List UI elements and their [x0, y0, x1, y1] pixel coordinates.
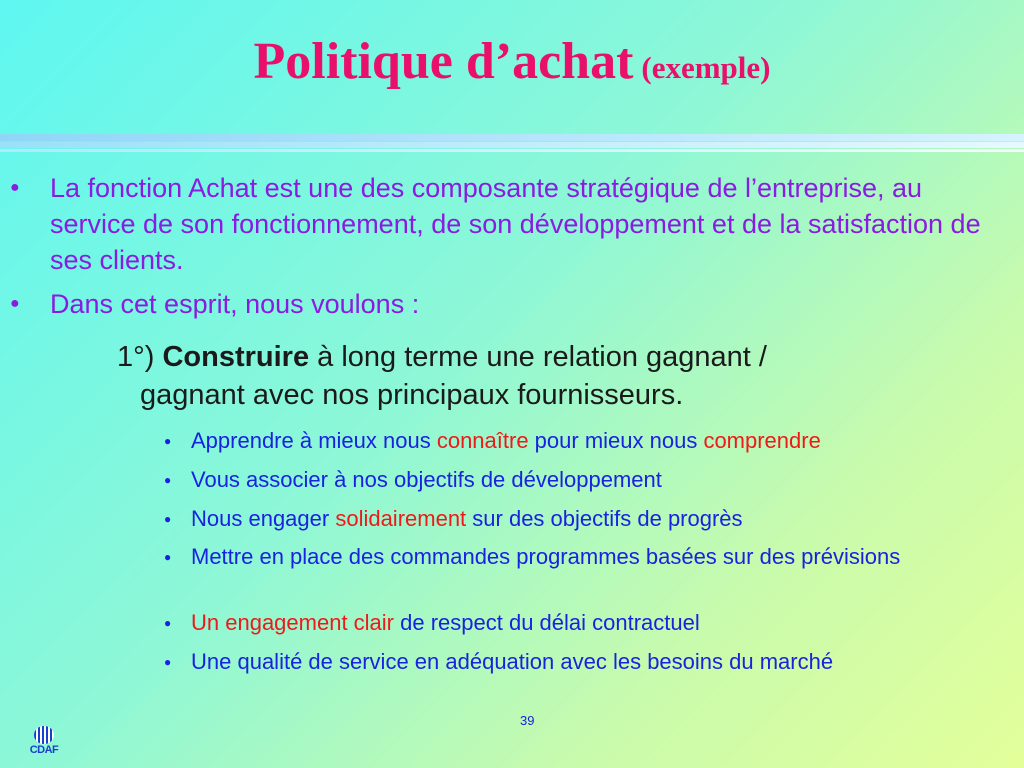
bullet-dot-icon: ●	[10, 295, 20, 312]
sub-bullet-item	[164, 504, 1014, 533]
sub-bullet-item	[164, 647, 1014, 676]
globe-logo-icon	[34, 726, 54, 744]
sub-bullet-text: Mettre en place des commandes programmes basées sur des prévisions	[191, 544, 901, 569]
step-verb: Construire	[162, 341, 310, 373]
step-number: 1°)	[117, 341, 155, 373]
title-divider	[0, 134, 1024, 141]
highlight-text: Un engagement clair	[191, 610, 395, 635]
highlight-text: connaître	[436, 428, 529, 453]
slide-title	[0, 32, 1024, 91]
bullet-dot-icon: ●	[10, 179, 20, 196]
step-text: à long terme une relation gagnant /	[317, 341, 767, 373]
bullet-dot-icon: ●	[164, 616, 172, 630]
bullet-dot-icon: ●	[164, 655, 172, 669]
sub-bullet-text: Nous engager solidairement sur des objectifs de progrès	[191, 506, 743, 531]
bullet-dot-icon: ●	[164, 434, 172, 448]
step-continuation: gagnant avec nos principaux fournisseurs.	[140, 379, 684, 411]
bullet-item	[10, 286, 1010, 322]
sub-bullet-item	[164, 542, 1014, 571]
cdaf-logo	[25, 726, 63, 760]
bullet-text: La fonction Achat est une des composante stratégique de l’entreprise, au service de son fonctionnement, de son développement et de la satisfaction de ses clients.	[50, 173, 981, 275]
sub-bullet-text: Apprendre à mieux nous connaître pour mieux nous comprendre	[191, 428, 821, 453]
sub-bullet-item	[164, 608, 1014, 637]
title-subtitle: (exemple)	[641, 50, 771, 85]
bullet-dot-icon: ●	[164, 550, 172, 564]
numbered-step	[117, 338, 997, 414]
sub-bullet-item	[164, 426, 1014, 455]
highlight-text: solidairement	[335, 506, 467, 531]
bullet-dot-icon: ●	[164, 512, 172, 526]
page-number: 39	[520, 713, 535, 728]
bullet-dot-icon: ●	[164, 473, 172, 487]
bullet-text: Dans cet esprit, nous voulons :	[50, 289, 420, 319]
bullet-item	[10, 170, 1010, 278]
sub-bullet-text: Une qualité de service en adéquation avec les besoins du marché	[191, 649, 834, 674]
title-main: Politique d’achat	[253, 33, 634, 90]
title-divider	[0, 149, 1024, 152]
sub-bullet-text: Vous associer à nos objectifs de développement	[191, 467, 662, 492]
sub-bullet-item	[164, 465, 1014, 494]
logo-text: CDAF	[29, 744, 59, 756]
sub-bullet-text: Un engagement clair de respect du délai contractuel	[191, 610, 700, 635]
title-divider	[0, 142, 1024, 148]
highlight-text: comprendre	[703, 428, 821, 453]
